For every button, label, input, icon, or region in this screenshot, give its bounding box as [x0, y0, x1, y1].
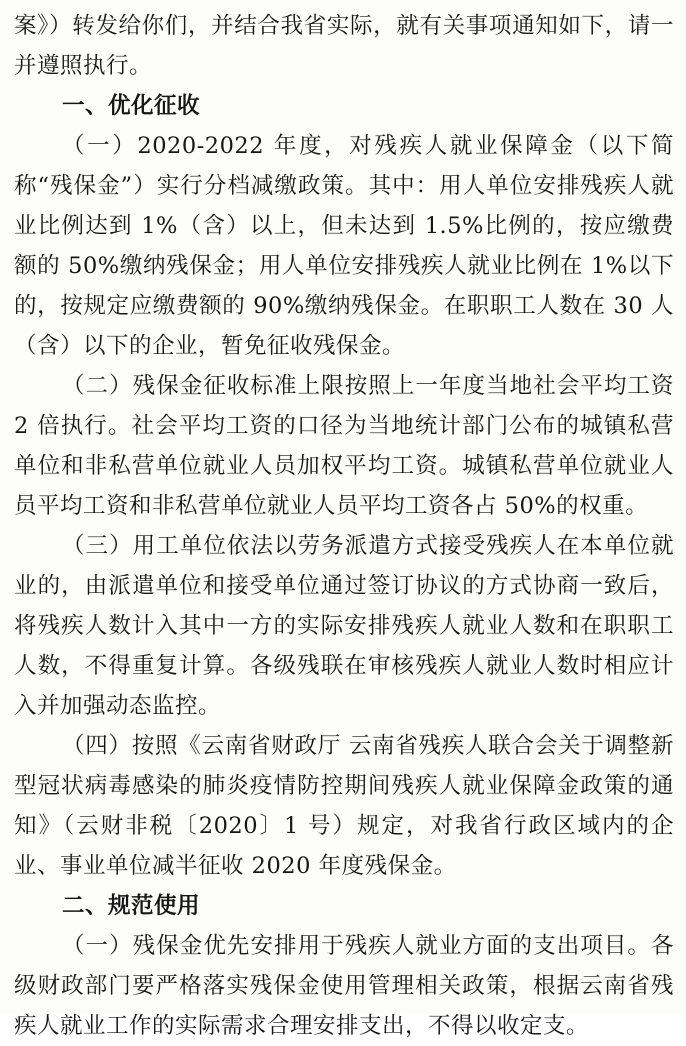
heading-optimize-collection: 一、优化征收 [62, 93, 201, 119]
document-body [14, 6, 674, 1046]
paragraph-2-upper-limit: （二）残保金征收标准上限按照上一年度当地社会平均工资 2 倍执行。社会平均工资的口径为当地统计部门公布的城镇私营单位和非私营单位就业人员加权平均工资。城镇私营单位就业人员平均工资和非私营单位就业人员平均工资各占 50%的权重。 [14, 373, 674, 519]
paragraph-3-labor-dispatch: （三）用工单位依法以劳务派遣方式接受残疾人在本单位就业的，由派遣单位和接受单位通过签订协议的方式协商一致后，将残疾人数计入其中一方的实际安排残疾人就业人数和在职职工人数，不得重复计算。各级残联在审核残疾人就业人数时相应计入并加强动态监控。 [14, 533, 674, 719]
heading-standardize-use: 二、规范使用 [62, 893, 201, 919]
paragraph-1-tiered-reduction: （一）2020-2022 年度，对残疾人就业保障金（以下简称“残保金”）实行分档减缴政策。其中：用人单位安排残疾人就业比例达到 1%（含）以上，但未达到 1.5%比例的，按应缴费额的 50%缴纳残保金；用人单位安排残疾人就业比例在 1%以下的，按规定应缴费额的 90%缴纳残保金。在职职工人数在 30 人（含）以下的企业，暂免征收残保金。 [14, 133, 674, 359]
paragraph-intro-continuation: 案》）转发给你们，并结合我省实际，就有关事项通知如下，请一并遵照执行。 [14, 13, 674, 79]
paragraph-4-half-collection: （四）按照《云南省财政厅 云南省残疾人联合会关于调整新型冠状病毒感染的肺炎疫情防控期间残疾人就业保障金政策的通知》（云财非税〔2020〕1 号）规定，对我省行政区域内的企业、事业单位减半征收 2020 年度残保金。 [14, 733, 674, 879]
paragraph-5-priority-spending: （一）残保金优先安排用于残疾人就业方面的支出项目。各级财政部门要严格落实残保金使用管理相关政策，根据云南省残疾人就业工作的实际需求合理安排支出，不得以收定支。 [14, 933, 674, 1039]
